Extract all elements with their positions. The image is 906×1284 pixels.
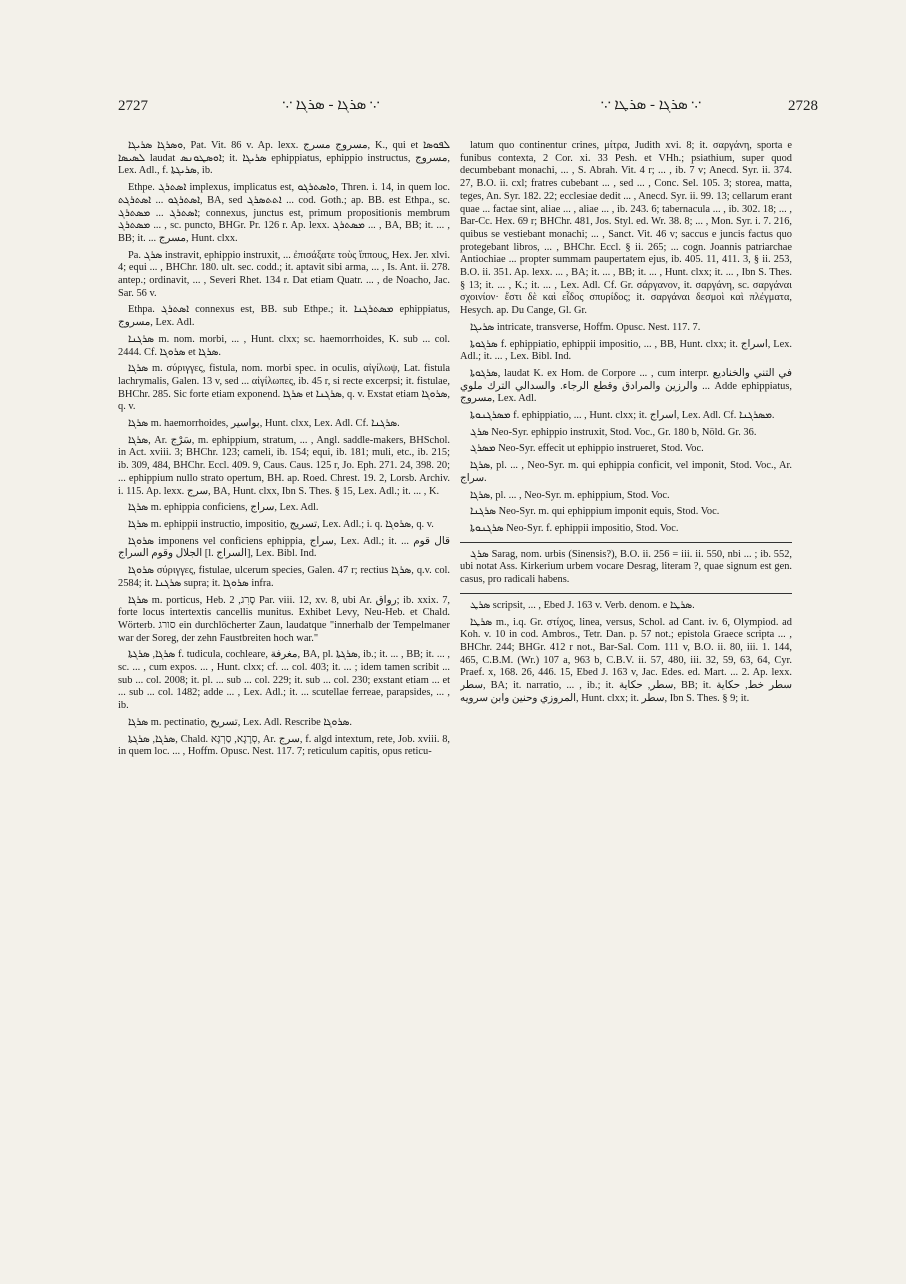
dictionary-entry: ܣܪܓܢܐ Neo-Syr. m. qui ephippium imponit equis, Stod. Voc.	[470, 506, 720, 518]
dictionary-entry: ܣܪܝܓܐ intricate, transverse, Hoffm. Opusc. Nest. 117. 7.	[470, 321, 701, 333]
dictionary-entry: ܣܪܓܐ, pl. ... , Neo-Syr. m. qui ephippia conficit, vel imponit, Stod. Voc., Ar. سراج.	[460, 460, 792, 484]
dictionary-entry: ܣܪܓܐ m. ephippii instructio, impositio, تسريج, Lex. Adl.; i. q. ܣܪܘܓܐ, q. v.	[128, 518, 434, 530]
dictionary-entry: ܣܪܓܐ, Ar. سَرْج, m. ephippium, stratum, ... , Angl. saddle-makers, BHSchol. in Act. xviii. 3; BHChr. 123; cameli, ib. 154; equi, ib. 181; muli, etc., ib. 215; ib. 309, 484, BHChr. Eccl. 409. 9, Caus. Caus. 125 r, Jo. Eph. 271. 24, 398. 20; ... ephippium nullo strato opertum, BH. ap. Roed. Chrest. 19. 2, Lorsb. Archiv. i. 115. Ap. lexx. سرج, BA, Hunt. clxx, Ibn S. Thes. § 15, Lex. Adl.; it. ... , K.	[118, 434, 450, 497]
section-divider	[460, 542, 792, 543]
running-head-right: ⸪ ܣܪܓܐ - ܣܪܛܐ ⸪	[601, 97, 701, 113]
dictionary-entry: latum quo continentur crines, μίτρα, Judith xvi. 8; it. σαργάνη, sporta e funibus contexta, 2 Cor. xi. 33 Pesh. et VHh.; psiathium, super quod decumbebant monachi, ... , S. Abrah. Vit. 4 r; ... , ib. 7 v; Anecd. Syr. ii. 374. 27, B.O. ii. cxl; fratres cubebant ... , sed ... , Conc. Sel. 105. 3; storea, matta, teges, An. Syr. 182. 22; ecclesiae dedit ... , Anecd. Syr. ii. 99. 13; cellarum erant quae ... factae sint, aliae ... , aliae ... , ib. 243. 6; tabernacula ... , ib. 302. 18; ... , Bar-Cc. Hex. 69 r; BHChr. 481, Jos. Styl. ed. Wr. 38. 8; ... , Mon. Syr. i. 7. 216, quibus se vestiebant monachi; ... , Sanct. Vit. 46 v; saccus e juncis factus quo protegebant libros, ... , BHChr. Eccl. § ii. 265; ... cogn. Joannis patriarchae Antiochiae ... propter summam paupertatem ejus, ib. 405. 11, 411. 3, § ii. 253, B.O. ii. 351. Ap. lexx. ... , BA; it. ... , BB; it. ... , Hunt. clxx; it. ... , Ibn S. Thes. § 13; it. ... , K.; it. ... , Lex. Adl. Cf. Gr. σάργανον, it. σαργάνη, sc. σαργάναι σχοινίον· ἔστι δὲ καὶ εἶδος σπυρίδος; it. σαργάναι δεσμοὶ καὶ πλέγματα, Hesych. ap. Du Cange, Gl. Gr.	[460, 140, 792, 317]
dictionary-entry: Ethpe. ܐܣܬܪܓ implexus, implicatus est, ܘܐܣܬܪܓܘ, Thren. i. 14, in quem loc. ܐܣܬܪܓܘ ... ܐܣܬܪܓܬ, BA, sed ܐܬܬܣܪܓ ... cod. Goth.; ap. BB. est Ethpa., sc. ܐܣܬܪܓ ... ܡܣܬܪܓ; connexus, junctus est, primum propositionis membrum ܡܣܬܪܓ ... , sc. puncto, BHGr. Pr. 126 r. Ap. lexx. ܡܣܬܪܓ ... , BA, BB; it. ... , BB; it. ... مسرج, Hunt. clxx.	[118, 182, 450, 244]
dictionary-entry: ܡܣܪܓܢܘܬܐ f. ephippiatio, ... , Hunt. clxx; it. اسراج, Lex. Adl. Cf. ܡܣܪܓܢܐ.	[470, 410, 775, 422]
left-column	[118, 140, 450, 1225]
dictionary-entry: Pa. ܣܪܓ instravit, ephippio instruxit, ... ἐπισάξατε τοὺς ἵππους, Hex. Jer. xlvi. 4; equi ... , BHChr. 180. ult. sec. codd.; it. aptavit sibi arma, ... , Is. Ant. ii. 278. antep.; ordinavit, ... , Severi Rhet. 134 r. Dat etiam Quatr. ... , de Noacho, Jac. Sar. 56 v.	[118, 249, 450, 299]
dictionary-entry: ܣܪܓ Neo-Syr. ephippio instruxit, Stod. Voc., Gr. 180 b, Nöld. Gr. 36.	[470, 426, 757, 438]
dictionary-entry: ܣܪܓܘܬܐ, laudat K. ex Hom. de Corpore ... , cum interpr. في التني والخناديع والرزين والمرادق وقطع الرجاء. والسدالي الترك ملوي ... Adde ephippiatus, مسروج, Lex. Adl.	[460, 367, 792, 405]
running-head-left: ⸪ ܣܪܓܐ - ܣܪܓܐ ⸪	[282, 97, 380, 113]
section-divider	[460, 593, 792, 594]
dictionary-entry: ܣܪܓܐ m. haemorrhoides, بواسير, Hunt. clxx, Lex. Adl. Cf. ܣܪܓܢܐ.	[128, 418, 400, 430]
right-column	[460, 140, 792, 1225]
dictionary-entry: ܣܪܓܐ, ܣܪܓܬܐ f. tudicula, cochleare, مغرفة, BA, pl. ܣܪܓܬܐ, ib.; it. ... , BB; it. ... , sc. ... , cum expos. ... , Hunt. clxx; cf. ... col. 403; it. ... ; idem tamen scribit ... sub ... col. 2008; it. pl. ... sub ... col. 229; it. sub ... col. 230; exstant etiam ... et ... sub ... col. 1482; adde ... , Lex. Adl.; it. ... scutellae ferreae, parapsides, ... , ib.	[118, 649, 450, 712]
dictionary-entry: ܣܪܓܐ, pl. ... , Neo-Syr. m. ephippium, Stod. Voc.	[470, 489, 670, 501]
page-header	[0, 96, 906, 120]
dictionary-entry: ܣܪܓܢܐ m. nom. morbi, ... , Hunt. clxx; sc. haemorrhoides, K. sub ... col. 2444. Cf. ܣܪܘܓܐ et ܣܪܓܐ.	[118, 333, 450, 358]
dictionary-entry: ܣܪܘܓܐ imponens vel conficiens ephippia, سراج, Lex. Adl.; it. ... قال قوم الجلال وقوم السراج [l. السراج], Lex. Bibl. Ind.	[118, 535, 450, 560]
dictionary-entry: ܘܣܪܓܐ ܣܪܝܓܐ, Pat. Vit. 86 v. Ap. lexx. مسروج مسرج, K., qui et ܠܦܘܣܐ ܠܣܝܣܐ laudat ܐܘܣܛܘܢܣ; it. ܣܪܝܓܐ ephippiatus, ephippio instructus, مسروج, Lex. Adl., f. ܣܪܝܓܬܐ, ib.	[118, 140, 450, 177]
dictionary-entry: ܣܪܓ Sarag, nom. urbis (Sinensis?), B.O. ii. 256 = iii. ii. 550, nbi ... ; ib. 552, ubi notat Ass. Kirkerium urbem vocare Desrag, literam ?, quae signum est gen. casus, pro radicali habens.	[460, 548, 792, 586]
page-number-right: 2728	[788, 98, 818, 114]
dictionary-entry: ܣܪܘܓܐ σύριγγες, fistulae, ulcerum species, Galen. 47 r; rectius ܣܪܓܐ, q.v. col. 2584; it. ܣܪܓܢܐ supra; it. ܣܪܘܓܐ infra.	[118, 565, 450, 589]
dictionary-entry: ܣܪܛܐ m., i.q. Gr. στίχος, linea, versus, Schol. ad Cant. iv. 6, Olympiod. ad Koh. v. 10 in cod. Ambros., Tetr. Dan. p. 57 not.; epistola Graece scripta ... , BHChr. 244; BHGr. 412 r not., Bar-Sal. Com. 111 v, B.O. ii. 80, iii. 1. 144, 465, C.B.M. (Wr.) 107 a, 963 b, C.B.V. ii. 57, 480, iii. 32, 59, 63, 64, Cyr. Praef. x, 168. 26, 446. 15, Ebed J. 163 v, Jac. Edes. ed. Mart. ... 2. Ap. lexx. سطر, BA; it. narratio, ... , ib.; it. سطر, حكاية, BB; it. سطر خط, حكاية المروزي وحنين وابن سرويه, Hunt. clxx; it. سطر, Ibn S. Thes. § 9; it.	[460, 616, 792, 704]
dictionary-entry: ܣܪܓܢܘܬܐ Neo-Syr. f. ephippii impositio, Stod. Voc.	[470, 522, 679, 534]
dictionary-entry: ܣܪܛ scripsit, ... , Ebed J. 163 v. Verb. denom. e ܣܪܛܐ.	[470, 599, 695, 611]
dictionary-entry: Ethpa. ܐܣܬܪܓ connexus est, BB. sub Ethpe.; it. ܡܣܬܪܓܢܐ ephippiatus, مسروج, Lex. Adl.	[118, 304, 450, 329]
dictionary-entry: ܣܪܓܐ, ܣܪܓܬܐ, Chald. סְרָגָא, סַרְגָּא, Ar. سرج, f. algd intextum, rete, Job. xviii. 8, in quem loc. ... , Hoffm. Opusc. Nest. 117. 7; reticulum capitis, opus reticu-	[118, 733, 450, 758]
dictionary-entry: ܣܪܓܘܬܐ f. ephippiatio, ephippii impositio, ... , BB, Hunt. clxx; it. اسراج, Lex. Adl.; it. ... , Lex. Bibl. Ind.	[460, 338, 792, 363]
page-number-left: 2727	[118, 98, 148, 114]
dictionary-entry: ܣܪܓܐ m. porticus, Heb. סָרִג, 2 Par. viii. 12, xv. 8, ubi Ar. رواق; ib. xxix. 7, forte locus intertextis cancellis munitus. Exhibet Levy, Neu-Heb. et Chald. Wörterb. סורג ein durchlöcherter Zaun, laudatque "innerhalb der Tempelmaner war der Soreg, der zehn Faustbreiten hoch war."	[118, 594, 450, 644]
dictionary-entry: ܣܪܓܐ m. pectinatio, تسريح, Lex. Adl. Rescribe ܣܪܘܓܐ.	[128, 716, 352, 728]
dictionary-entry: ܣܪܓܐ m. ephippia conficiens, سراج, Lex. Adl.	[128, 502, 319, 514]
dictionary-entry: ܡܣܪܓ Neo-Syr. effecit ut ephippio instrueret, Stod. Voc.	[470, 443, 704, 455]
dictionary-entry: ܣܪܓܐ m. σύριγγες, fistula, nom. morbi spec. in oculis, αἰγίλωψ, Lat. fistula lachrymalis, Galen. 13 v, sed ... αἰγίλωπες, ib. 45 r, si recte excerpsi; it. fistulae, BHChr. 285. Sic forte etiam exponend. ܣܪܓܐ et ܣܪܓܢܐ, q. v. Exstat etiam ܣܪܘܓܐ, q. v.	[118, 363, 450, 413]
